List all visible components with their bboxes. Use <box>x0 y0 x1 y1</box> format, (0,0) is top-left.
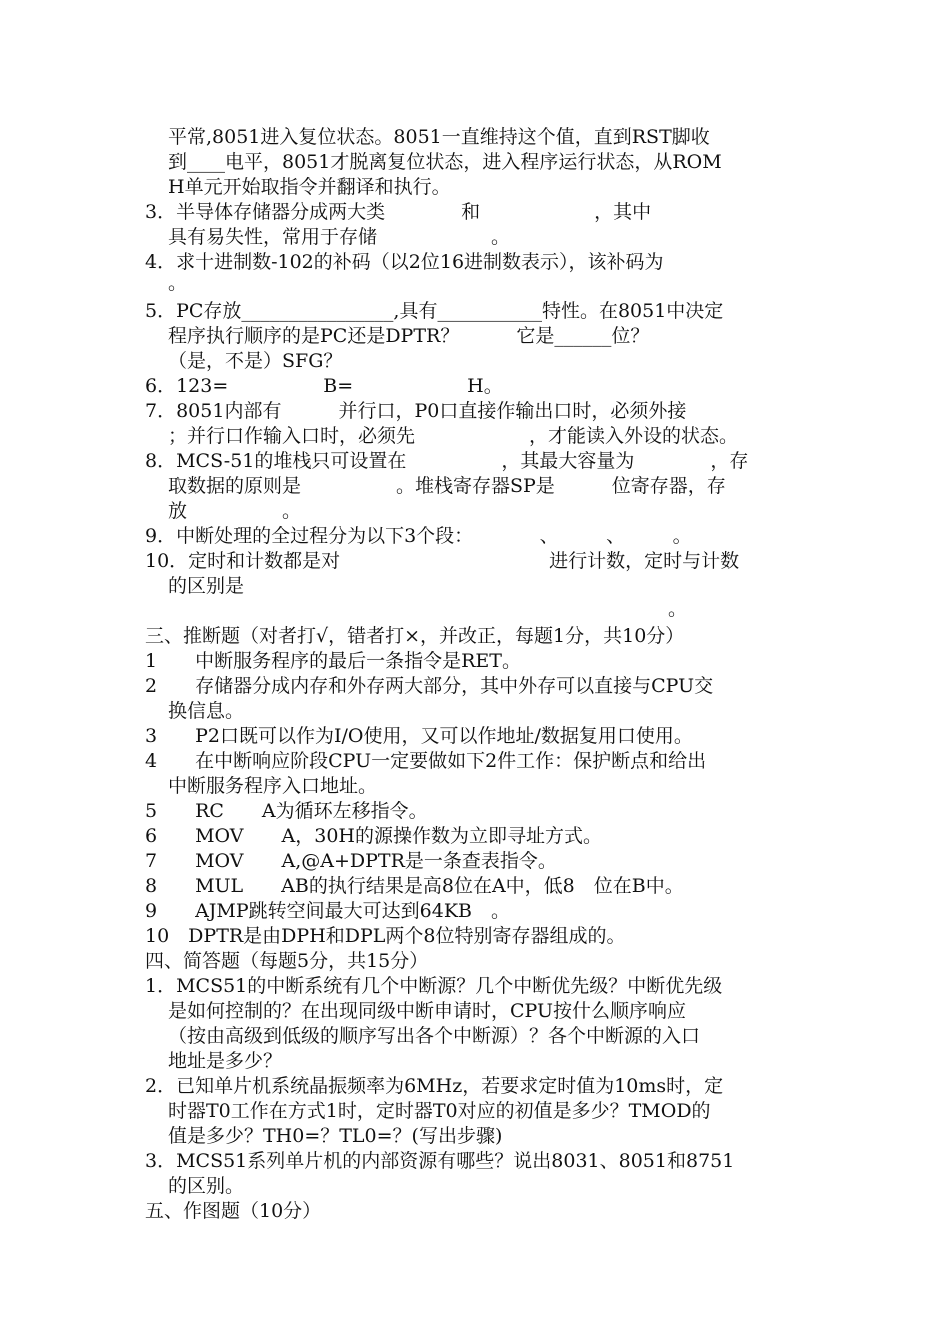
judge-item-8: 8 MUL AB的执行结果是高8位在A中，低8 位在B中。 <box>145 875 684 897</box>
judge-item-2: 2 存储器分成内存和外存两大部分，其中外存可以直接与CPU交 <box>145 675 714 697</box>
question-9: 9．中断处理的全过程分为以下3个段： 、 、 。 <box>145 525 692 547</box>
short-answer-1: 1．MCS51的中断系统有几个中断源？几个中断优先级？中断优先级 <box>145 975 723 997</box>
short-answer-2: 2．已知单片机系统晶振频率为6MHz，若要求定时值为10ms时，定 <box>145 1075 724 1097</box>
text-line: 到____电平，8051才脱离复位状态，进入程序运行状态，从ROM <box>168 151 722 173</box>
text-line: 地址是多少？ <box>168 1050 283 1072</box>
judge-item-10: 10 DPTR是由DPH和DPL两个8位特别寄存器组成的。 <box>145 925 626 947</box>
text-line: 。 <box>668 598 688 620</box>
text-line: 换信息。 <box>168 700 245 722</box>
text-line: H单元开始取指令并翻译和执行。 <box>168 176 451 198</box>
text-line: 的区别是 <box>168 575 245 597</box>
question-3: 3．半导体存储器分成两大类 和 ，其中 <box>145 201 652 223</box>
section-heading-3: 三、推断题（对者打√，错者打×，并改正，每题1分，共10分） <box>145 625 685 647</box>
question-10: 10．定时和计数都是对 进行计数，定时与计数 <box>145 550 740 572</box>
text-line: 中断服务程序入口地址。 <box>168 775 378 797</box>
text-line: 平常,8051进入复位状态。8051一直维持这个值，直到RST脚收 <box>168 126 710 148</box>
question-5: 5．PC存放________________,具有___________特性。在8051中决定 <box>145 300 724 322</box>
judge-item-6: 6 MOV A，30H的源操作数为立即寻址方式。 <box>145 825 602 847</box>
text-line: 的区别。 <box>168 1175 245 1197</box>
section-heading-4: 四、简答题（每题5分，共15分） <box>145 950 429 972</box>
text-line: 值是多少？TH0=？TL0=？(写出步骤) <box>168 1125 503 1147</box>
text-line: 。 <box>168 272 188 294</box>
section-heading-5: 五、作图题（10分） <box>145 1200 322 1222</box>
question-8: 8．MCS-51的堆栈只可设置在 ，其最大容量为 ，存 <box>145 450 749 472</box>
judge-item-3: 3 P2口既可以作为I/O使用，又可以作地址/数据复用口使用。 <box>145 725 693 747</box>
text-line: 是如何控制的？在出现同级中断申请时，CPU按什么顺序响应 <box>168 1000 687 1022</box>
judge-item-5: 5 RC A为循环左移指令。 <box>145 800 428 822</box>
question-4: 4．求十进制数-102的补码（以2位16进制数表示），该补码为 <box>145 251 664 273</box>
question-6: 6．123= B= H。 <box>145 375 503 397</box>
text-line: ；并行口作输入口时，必须先 ，才能读入外设的状态。 <box>168 425 739 447</box>
text-line: （是，不是）SFG？ <box>168 350 343 372</box>
text-line: （按由高级到低级的顺序写出各个中断源）？各个中断源的入口 <box>168 1025 701 1047</box>
text-line: 放 。 <box>168 500 302 522</box>
text-line: 取数据的原则是 。堆栈寄存器SP是 位寄存器，存 <box>168 475 726 497</box>
judge-item-9: 9 AJMP跳转空间最大可达到64KB 。 <box>145 900 510 922</box>
text-line: 程序执行顺序的是PC还是DPTR？ 它是______位？ <box>168 325 650 347</box>
judge-item-4: 4 在中断响应阶段CPU一定要做如下2件工作：保护断点和给出 <box>145 750 707 772</box>
short-answer-3: 3．MCS51系列单片机的内部资源有哪些？说出8031、8051和8751 <box>145 1150 735 1172</box>
text-line: 具有易失性，常用于存储 。 <box>168 226 511 248</box>
judge-item-1: 1 中断服务程序的最后一条指令是RET。 <box>145 650 521 672</box>
text-line: 时器T0工作在方式1时，定时器T0对应的初值是多少？TMOD的 <box>168 1100 711 1122</box>
judge-item-7: 7 MOV A,@A+DPTR是一条查表指令。 <box>145 850 557 872</box>
question-7: 7．8051内部有 并行口，P0口直接作输出口时，必须外接 <box>145 400 687 422</box>
